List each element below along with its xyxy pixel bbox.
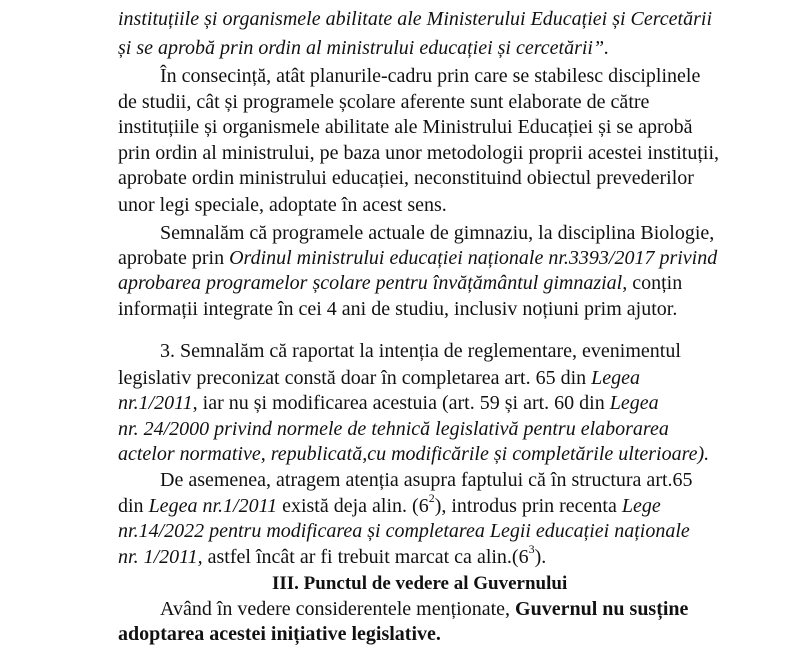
point3-line-3: nr.1/2011, iar nu și modificarea acestuia (art. 59 și art. 60 din Legea [118,392,659,414]
section-heading: III. Punctul de vedere al Guvernului [272,573,568,594]
biology-line-3: aprobarea programelor școlare pentru învățământul gimnazial, conțin [118,272,683,294]
biology-line-1: Semnalăm că programele actuale de gimnaziu, la disciplina Biologie, [160,222,715,244]
consequence-line-1: În consecință, atât planurile-cadru prin care se stabilesc disciplinele [160,65,701,87]
conclusion-line-2: adoptarea acestei inițiative legislative. [118,623,441,645]
structure-line-1: De asemenea, atragem atenția asupra faptului că în structura art.65 [160,469,693,491]
consequence-line-3: instituțiile și organismele abilitate ale Ministrului Educației și se aprobă [118,116,693,138]
consequence-line-5: aprobate ordin ministrului educației, neconstituind obiectul prevederilor [118,167,694,189]
biology-line-2: aprobate prin Ordinul ministrului educației naționale nr.3393/2017 privind [118,247,718,269]
consequence-line-4: prin ordin al ministrului, pe baza unor metodologii proprii acestei instituții, [118,142,719,164]
structure-line-4: nr. 1/2011, astfel încât ar fi trebuit marcat ca $alin.(6^3)$. [118,542,547,568]
point3-line-5: actelor normative, republicată,cu modificările și completările ulterioare). [118,443,710,465]
point3-line-2: legislativ preconizat constă doar în completarea art. 65 din Legea [118,367,641,389]
structure-line-2: din Legea nr.1/2011 există deja alin. $(6^2)$, introdus prin recenta Lege [118,491,661,517]
structure-line-3: nr.14/2022 pentru modificarea și completarea Legii educației naționale [118,520,690,542]
quote-line-1: instituțiile și organismele abilitate ale Ministerului Educației și Cercetării [118,8,713,30]
biology-line-4: informații integrate în cei 4 ani de studiu, inclusiv noțiuni prim ajutor. [118,298,678,320]
conclusion-line-1: Având în vedere considerentele menționate, Guvernul nu susține [160,598,689,620]
consequence-line-2: de studii, cât și programele școlare aferente sunt elaborate de către [118,91,650,113]
order-reference: Ordinul ministrului educației naționale nr.3393/2017 privind [229,247,718,269]
quote-line-2: și se aprobă prin ordin al ministrului educației și cercetării”. [118,37,610,59]
point3-line-1: 3. Semnalăm că raportat la intenția de reglementare, evenimentul [160,340,681,362]
consequence-line-6: unor legi speciale, adoptate în acest sens. [118,194,447,216]
government-position: Guvernul nu susține [515,598,689,620]
point3-line-4: nr. 24/2000 privind normele de tehnică legislativă pentru elaborarea [118,418,669,440]
order-title: aprobarea programelor școlare pentru învățământul gimnazial, [118,272,628,294]
